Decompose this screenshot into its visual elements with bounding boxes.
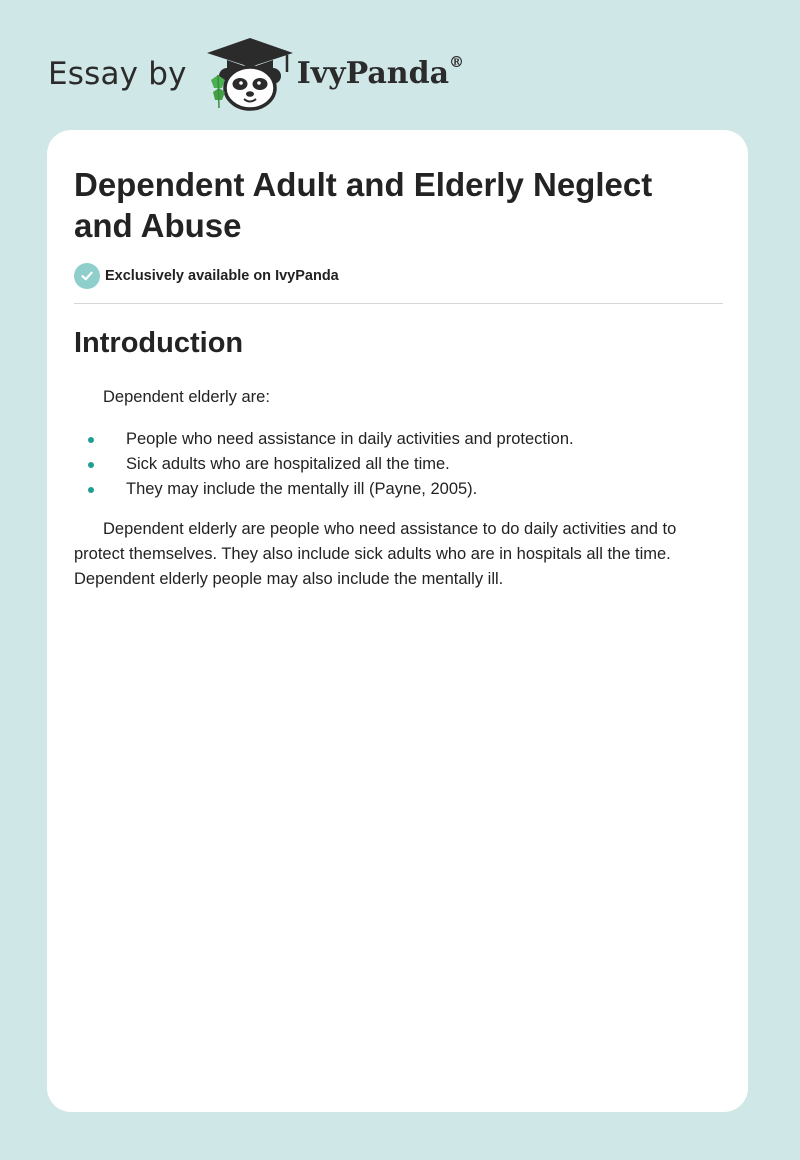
bullet-icon (88, 462, 94, 468)
essay-card (47, 130, 748, 1112)
brand-name[interactable]: IvyPanda® (296, 53, 465, 91)
registered-mark: ® (449, 53, 465, 71)
site-header (48, 36, 464, 112)
check-icon (74, 263, 100, 289)
bullet-icon (88, 437, 94, 443)
divider (74, 303, 723, 304)
section-heading: Introduction (74, 327, 244, 359)
bullet-list (74, 427, 574, 502)
exclusive-label: Exclusively available on IvyPanda (105, 268, 339, 284)
essay-title: Dependent Adult and Elderly Neglect and Abuse (74, 166, 653, 244)
essay-by-label: Essay by (48, 55, 187, 92)
body-paragraph: Dependent elderly are people who need assistance to do daily activities and to protect themselves. They also include sick adults who are in hospitals all the time. Dependent elderly people may also include the mentally ill. (74, 520, 677, 588)
intro-paragraph: Dependent elderly are: (103, 388, 270, 406)
list-item: Sick adults who are hospitalized all the time. (74, 452, 574, 477)
list-item: People who need assistance in daily activities and protection. (74, 427, 574, 452)
list-item: They may include the mentally ill (Payne, 2005). (74, 477, 574, 502)
exclusive-badge (74, 263, 339, 289)
bullet-icon (88, 487, 94, 493)
panda-graduate-icon (205, 36, 295, 112)
